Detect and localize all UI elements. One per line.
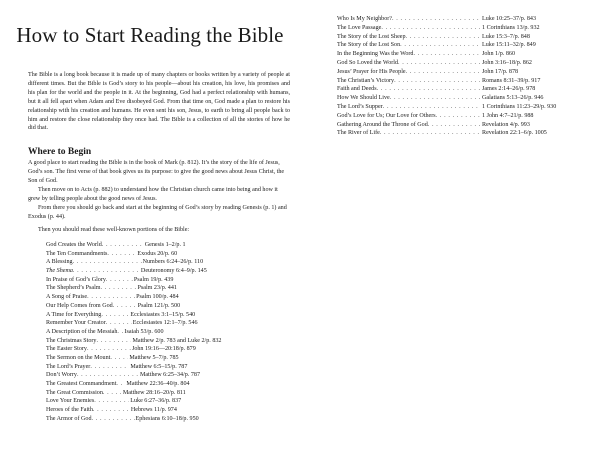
list-item: [46, 380, 276, 389]
list-item: [46, 258, 276, 267]
reading-title: The Story of the Lost Son: [337, 42, 401, 49]
list-item: [46, 389, 276, 398]
reading-reference: Matthew 22:36–40/p. 804: [126, 381, 190, 387]
list-item: [46, 276, 276, 285]
list-item: [337, 129, 577, 138]
reading-title: The Great Commission: [46, 389, 103, 396]
list-item: [46, 397, 276, 406]
reading-title: A Time for Everything: [46, 311, 102, 318]
reading-title: The Sermon on the Mount: [46, 354, 111, 361]
reading-reference: Ecclesiastes 12:1–7/p. 546: [132, 320, 198, 327]
reading-reference: Luke 15:11–32/p. 849: [482, 42, 536, 49]
reading-reference: Matthew 6:25–34/p. 787: [139, 372, 201, 379]
reading-title: God Creates the World: [46, 242, 102, 248]
leader-dots: [436, 112, 480, 121]
leader-dots: [106, 276, 133, 285]
page-title: How to Start Reading the Bible: [16, 23, 284, 47]
from-there-paragraph: From there you should go back and start at the beginning of God’s story by reading Genesis (p. 1) and Exodus (p. 44).: [28, 205, 287, 220]
leader-dots: [107, 250, 136, 259]
reading-title: In Praise of God’s Glory: [46, 276, 106, 283]
reading-title: Remember Your Creator: [46, 320, 106, 327]
leader-dots: [390, 94, 480, 103]
section-heading: Where to Begin: [28, 147, 92, 157]
reading-title: The Greatest Commandment: [46, 381, 117, 387]
reading-reference: Revelation 4/p. 993: [482, 121, 530, 128]
list-item: [46, 328, 276, 337]
leader-dots: [113, 302, 137, 311]
list-intro: Then you should read these well-known portions of the Bible:: [38, 227, 190, 233]
reading-reference: James 2:14–26/p. 978: [482, 86, 536, 93]
reading-reference: Genesis 1–2/p. 1: [144, 242, 186, 248]
reading-title: God So Loved the World: [337, 59, 399, 66]
reading-title: God’s Love for Us; Our Love for Others: [337, 112, 436, 119]
leader-dots: [116, 380, 125, 389]
list-item: [337, 68, 577, 77]
leader-dots: [106, 319, 132, 328]
reading-reference: Psalm 100/p. 484: [136, 294, 179, 301]
list-item: [337, 94, 577, 103]
list-item: [337, 85, 577, 94]
reading-title: Don’t Worry: [46, 372, 77, 379]
reading-reference: Revelation 22:1–6/p. 1005: [482, 130, 547, 137]
reading-title: Heroes of the Faith: [46, 407, 93, 414]
list-item: [46, 284, 276, 293]
reading-reference: 1 Corinthians 13/p. 932: [482, 24, 540, 31]
leader-dots: [92, 415, 135, 424]
leader-dots: [413, 50, 480, 59]
reading-reference: 1 John 4:7–21/p. 988: [482, 112, 534, 119]
list-item: [46, 371, 276, 380]
list-item: [337, 77, 577, 86]
list-item: [337, 112, 577, 121]
reading-list-right: [337, 15, 577, 138]
reading-title: How We Should Live: [337, 95, 390, 102]
list-item: [46, 337, 276, 346]
reading-title: The Lord’s Supper: [337, 103, 383, 110]
reading-reference: John 17/p. 878: [482, 68, 519, 75]
reading-list-left: [46, 241, 276, 423]
leader-dots: [102, 241, 144, 250]
leader-dots: [90, 363, 129, 372]
leader-dots: [101, 311, 129, 320]
leader-dots: [93, 406, 130, 415]
reading-reference: Numbers 6:24–26/p. 110: [142, 259, 204, 266]
reading-reference: Matthew 5–7/p. 785: [129, 354, 179, 361]
reading-reference: Matthew 2/p. 783 and Luke 2/p. 832: [132, 337, 222, 344]
reading-reference: Romans 8:31–39/p. 917: [482, 77, 541, 84]
reading-title: Faith and Deeds: [337, 86, 377, 93]
list-item: [46, 293, 276, 302]
reading-reference: Exodus 20/p. 60: [137, 250, 178, 257]
leader-dots: [394, 77, 480, 86]
reading-title: The Love Passage: [337, 24, 382, 31]
reading-title: A Blessing: [46, 259, 73, 266]
leader-dots: [110, 354, 128, 363]
leader-dots: [383, 103, 480, 112]
leader-dots: [87, 345, 131, 354]
leader-dots: [377, 85, 480, 94]
list-item: [46, 406, 276, 415]
list-item: [46, 311, 276, 320]
leader-dots: [400, 41, 480, 50]
leader-dots: [380, 129, 480, 138]
reading-reference: Luke 6:27–36/p. 837: [130, 398, 182, 405]
reading-title: Love Your Enemies: [46, 398, 95, 405]
leader-dots: [73, 267, 140, 276]
reading-reference: Luke 15:3–7/p. 848: [482, 33, 530, 40]
list-item: [46, 302, 276, 311]
reading-title: The Ten Commandments: [46, 250, 108, 257]
list-item: [46, 415, 276, 424]
list-item: [337, 33, 577, 42]
list-item: [337, 59, 577, 68]
reading-title: Gathering Around the Throne of God: [337, 121, 428, 128]
list-item: [46, 267, 276, 276]
reading-title: In the Beginning Was the Word: [337, 51, 414, 58]
intro-paragraph: The Bible is a long book because it is made up of many chapters or books written by a variety of people at different times. But the Bible is God’s story to his people—about his creation, his love, his promises and his plan for the world and the people in it. At the beginning, God had a perfect relationship with humans, but it all fell apart when Adam and Eve disobeyed God. From that time on, God made a plan to restore his relationship with his creation and humans. He even sent his son, Jesus, to earth to bring all people back to him and restore the close relationship they once had. The Bible is a collection of all the stories of how he did that.: [28, 72, 290, 132]
list-item: [337, 121, 577, 130]
start-paragraph: A good place to start reading the Bible is in the book of Mark (p. 812). It’s the story of the life of Jesus, God’s son. The first verse of that book gives us its purpose: to give the good news about Jesus Christ, the Son of God.: [28, 160, 285, 184]
reading-title: Who Is My Neighbor?: [337, 16, 393, 22]
leader-dots: [77, 371, 139, 380]
reading-title: Jesus’ Prayer for His People: [337, 68, 406, 75]
reading-reference: Isaiah 53/p. 600: [124, 328, 164, 335]
list-item: [337, 15, 577, 24]
leader-dots: [101, 284, 137, 293]
reading-title: A Description of the Messiah: [46, 328, 118, 335]
list-item: [337, 24, 577, 33]
reading-reference: John 3:16–18/p. 862: [482, 59, 532, 66]
next-paragraph: Then move on to Acts (p. 882) to understand how the Christian church came into being and how it grew by telling people about the good news of Jesus.: [28, 187, 278, 202]
reading-title: Our Help Comes from God: [46, 302, 113, 309]
list-item: [46, 241, 276, 250]
reading-title: The Shema: [46, 268, 73, 275]
list-item: [46, 363, 276, 372]
reading-reference: Psalm 19/p. 439: [133, 276, 174, 283]
reading-reference: 1 Corinthians 11:23–29/p. 930: [482, 103, 557, 110]
leader-dots: [94, 397, 129, 406]
reading-reference: Psalm 121/p. 500: [137, 302, 181, 309]
reading-title: The Armor of God: [46, 415, 92, 422]
reading-reference: John 1/p. 860: [482, 51, 516, 58]
list-item: [46, 345, 276, 354]
reading-title: The Shepherd’s Psalm: [46, 285, 101, 292]
leader-dots: [406, 68, 480, 77]
list-item: [46, 250, 276, 259]
leader-dots: [398, 59, 480, 68]
reading-reference: Ephesians 6:10–18/p. 950: [135, 415, 199, 422]
reading-reference: John 19:16—20:18/p. 879: [131, 346, 196, 353]
leader-dots: [117, 328, 123, 337]
list-item: [337, 50, 577, 59]
reading-reference: Matthew 6:5–15/p. 787: [130, 363, 188, 370]
reading-title: The Lord’s Prayer: [46, 363, 91, 370]
reading-reference: Psalm 23/p. 441: [137, 285, 177, 292]
reading-reference: Luke 10:25–37/p. 843: [482, 16, 536, 22]
reading-reference: Galatians 5:13–26/p. 946: [482, 95, 544, 102]
list-item: [46, 354, 276, 363]
list-item: [337, 41, 577, 50]
list-item: [46, 319, 276, 328]
leader-dots: [428, 121, 480, 130]
leader-dots: [406, 33, 480, 42]
reading-reference: Deuteronomy 6:4–9/p. 145: [140, 268, 207, 275]
leader-dots: [381, 24, 480, 33]
reading-reference: Hebrews 11/p. 974: [130, 407, 177, 414]
leader-dots: [96, 337, 131, 346]
reading-reference: Ecclesiastes 3:1–15/p. 540: [130, 311, 196, 318]
right-page: [300, 0, 600, 463]
leader-dots: [392, 15, 480, 24]
reading-title: The Christian’s Victory: [337, 77, 395, 84]
reading-title: The Christmas Story: [46, 337, 97, 344]
reading-title: A Song of Praise: [46, 294, 88, 301]
reading-title: The Easter Story: [46, 346, 87, 353]
leader-dots: [73, 258, 142, 267]
reading-reference: Matthew 28:16–20/p. 811: [122, 389, 186, 396]
list-item: [337, 103, 577, 112]
leader-dots: [87, 293, 135, 302]
reading-title: The River of Life: [337, 130, 380, 137]
reading-title: The Story of the Lost Sheep: [337, 33, 406, 40]
leader-dots: [103, 389, 122, 398]
